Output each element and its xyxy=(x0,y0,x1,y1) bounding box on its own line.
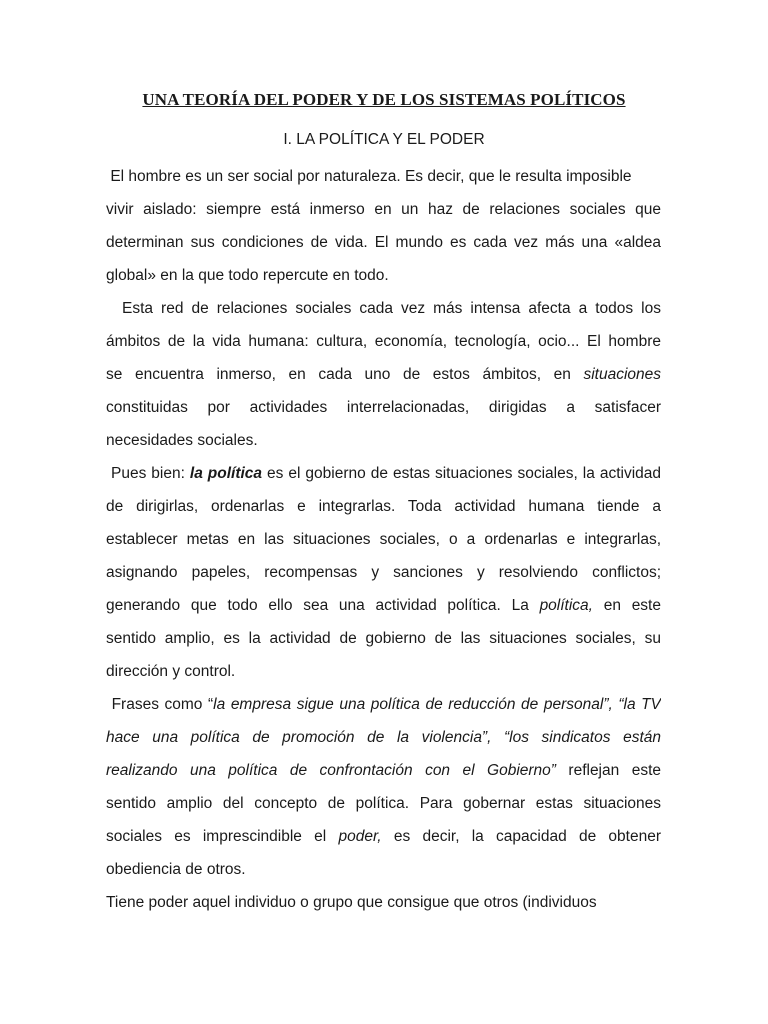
text-segment: constituidas por actividades interrelacionadas, dirigidas a satisfacer xyxy=(106,399,661,416)
text-segment: la empresa sigue una política de reducción de personal”, “la TV xyxy=(213,696,661,713)
text-line xyxy=(106,325,661,358)
text-segment: Pues bien: xyxy=(106,465,190,482)
text-line xyxy=(106,820,661,853)
text-segment: establecer metas en las situaciones sociales, o a ordenarlas e integrarlas, xyxy=(106,531,661,548)
text-line xyxy=(106,160,661,193)
text-segment: es decir, la capacidad de obtener xyxy=(381,828,661,845)
text-line xyxy=(106,292,661,325)
text-line xyxy=(106,424,661,457)
text-segment: generando que todo ello sea una actividad política. La xyxy=(106,597,540,614)
text-segment: global» en la que todo repercute en todo. xyxy=(106,267,389,284)
text-segment: reflejan este xyxy=(555,762,661,779)
text-line xyxy=(106,457,661,490)
text-line xyxy=(106,589,661,622)
text-line xyxy=(106,655,661,688)
document-body xyxy=(106,160,661,919)
text-line xyxy=(106,556,661,589)
text-line xyxy=(106,787,661,820)
text-segment: en este xyxy=(592,597,661,614)
text-segment: sentido amplio, es la actividad de gobierno de las situaciones sociales, su xyxy=(106,630,661,647)
text-segment: sentido amplio del concepto de política. Para gobernar estas situaciones xyxy=(106,795,661,812)
text-segment: situaciones xyxy=(583,366,661,383)
text-line xyxy=(106,853,661,886)
text-segment: de dirigirlas, ordenarlas e integrarlas. Toda actividad humana tiende a xyxy=(106,498,661,515)
text-line xyxy=(106,523,661,556)
text-segment: sociales es imprescindible el xyxy=(106,828,339,845)
text-segment: Esta red de relaciones sociales cada vez más intensa afecta a todos los xyxy=(106,300,661,317)
text-segment: Frases como “ xyxy=(106,696,214,713)
text-line xyxy=(106,622,661,655)
text-segment: vivir aislado: siempre está inmerso en un haz de relaciones sociales que xyxy=(106,201,661,218)
text-line xyxy=(106,721,661,754)
text-segment: El hombre es un ser social por naturaleza. Es decir, que le resulta imposible xyxy=(106,168,632,185)
text-segment: dirección y control. xyxy=(106,663,236,680)
text-segment: Tiene poder aquel individuo o grupo que consigue que otros (individuos xyxy=(106,894,597,911)
text-segment: obediencia de otros. xyxy=(106,861,246,878)
text-line xyxy=(106,391,661,424)
text-segment: asignando papeles, recompensas y sanciones y resolviendo conflictos; xyxy=(106,564,661,581)
text-segment: política, xyxy=(539,597,593,614)
text-line xyxy=(106,259,661,292)
text-segment: realizando una política de confrontación con el Gobierno” xyxy=(106,762,556,779)
text-line xyxy=(106,688,661,721)
text-segment: necesidades sociales. xyxy=(106,432,258,449)
document-title: UNA TEORÍA DEL PODER Y DE LOS SISTEMAS POLÍTICOS xyxy=(142,90,626,109)
text-segment: se encuentra inmerso, en cada uno de estos ámbitos, en xyxy=(106,366,584,383)
text-line xyxy=(106,193,661,226)
text-segment: poder, xyxy=(338,828,382,845)
text-line xyxy=(106,754,661,787)
text-line xyxy=(106,490,661,523)
text-line xyxy=(106,886,661,919)
text-line xyxy=(106,358,661,391)
text-segment: ámbitos de la vida humana: cultura, economía, tecnología, ocio... El hombre xyxy=(106,333,661,350)
text-segment: es el gobierno de estas situaciones sociales, la actividad xyxy=(262,465,661,482)
text-segment: la política xyxy=(189,465,263,482)
text-segment: hace una política de promoción de la violencia”, “los sindicatos están xyxy=(106,729,661,746)
text-line xyxy=(106,226,661,259)
text-segment: determinan sus condiciones de vida. El mundo es cada vez más una «aldea xyxy=(106,234,661,251)
section-heading: I. LA POLÍTICA Y EL PODER xyxy=(283,131,485,148)
